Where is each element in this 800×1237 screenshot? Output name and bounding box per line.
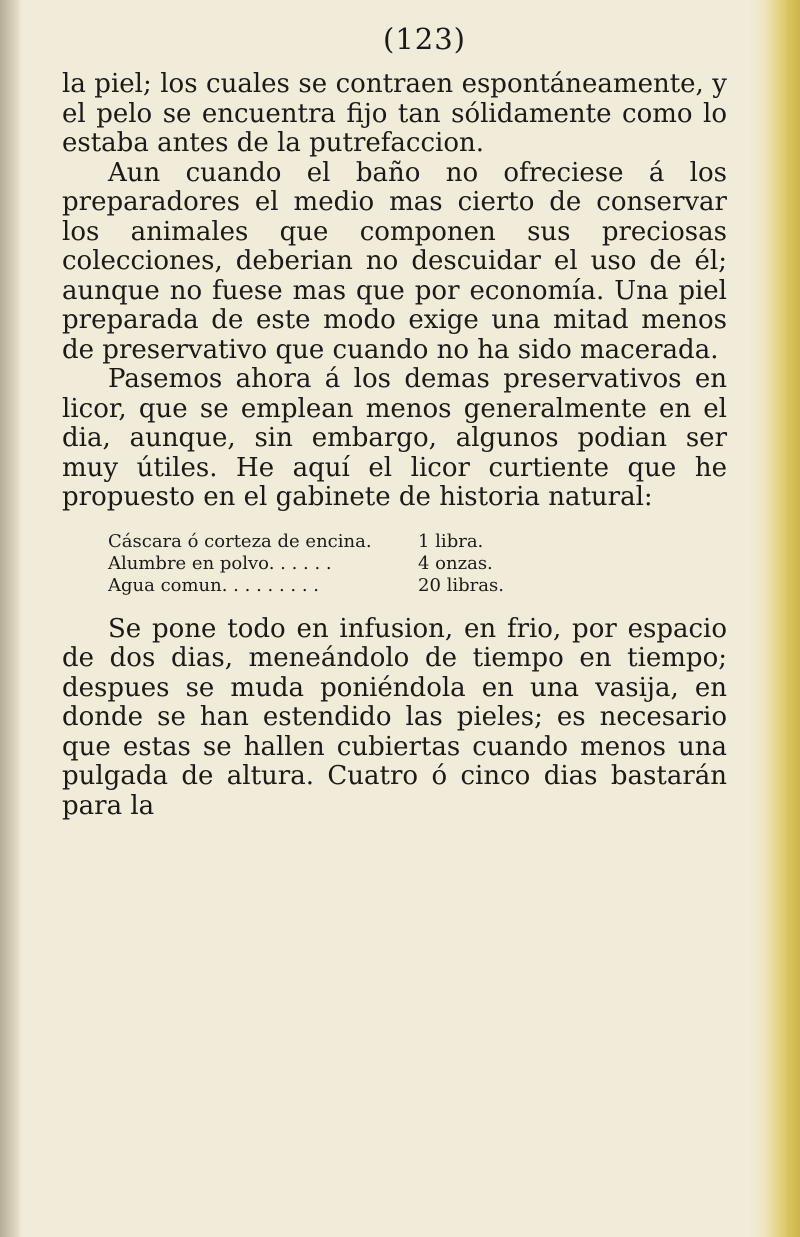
paragraph-2: Aun cuando el baño no ofreciese á los preparadores el medio mas cierto de conservar los animales que componen sus preciosas colecciones, deberian no descuidar el uso de él; aunque no fuese mas que por economía. Una piel preparada de este modo exige una mitad menos de preservativo que cuando no ha sido macerada. (62, 157, 727, 365)
paragraph-3: Pasemos ahora á los demas preservativos en licor, que se emplean menos generalmente en el dia, aunque, sin embargo, algunos podian ser muy útiles. He aquí el licor curtiente que he propuesto en el gabinete de historia natural: (62, 364, 727, 512)
paragraph-4: Se pone todo en infusion, en frio, por espacio de dos dias, meneándolo de tiempo en tiempo; despues se muda poniéndola en una vasija, en donde se han estendido las pieles; es necesario que estas se hallen cubiertas cuando menos una pulgada de altura. Cuatro ó cinco dias bastarán para la (62, 613, 727, 821)
recipe-row (108, 553, 528, 575)
recipe-list (108, 531, 528, 597)
recipe-ingredient: Cáscara ó corteza de encina. (108, 530, 372, 552)
book-page (62, 22, 727, 821)
paragraph-1: la piel; los cuales se contraen espontáneamente, y el pelo se encuentra fijo tan sólidamente como lo estaba antes de la putrefaccion. (62, 69, 727, 158)
recipe-ingredient: Alumbre en polvo. . . . . . (108, 552, 332, 574)
recipe-row (108, 575, 528, 597)
book-binding-shadow (0, 0, 22, 1237)
recipe-ingredient: Agua comun. . . . . . . . . (108, 574, 320, 596)
recipe-quantity: 4 onzas. (418, 552, 493, 574)
page-number: (123) (383, 22, 466, 56)
recipe-quantity: 1 libra. (418, 530, 484, 552)
recipe-row (108, 531, 528, 553)
recipe-quantity: 20 libras. (418, 574, 504, 596)
page-edge-stain (748, 0, 800, 1237)
